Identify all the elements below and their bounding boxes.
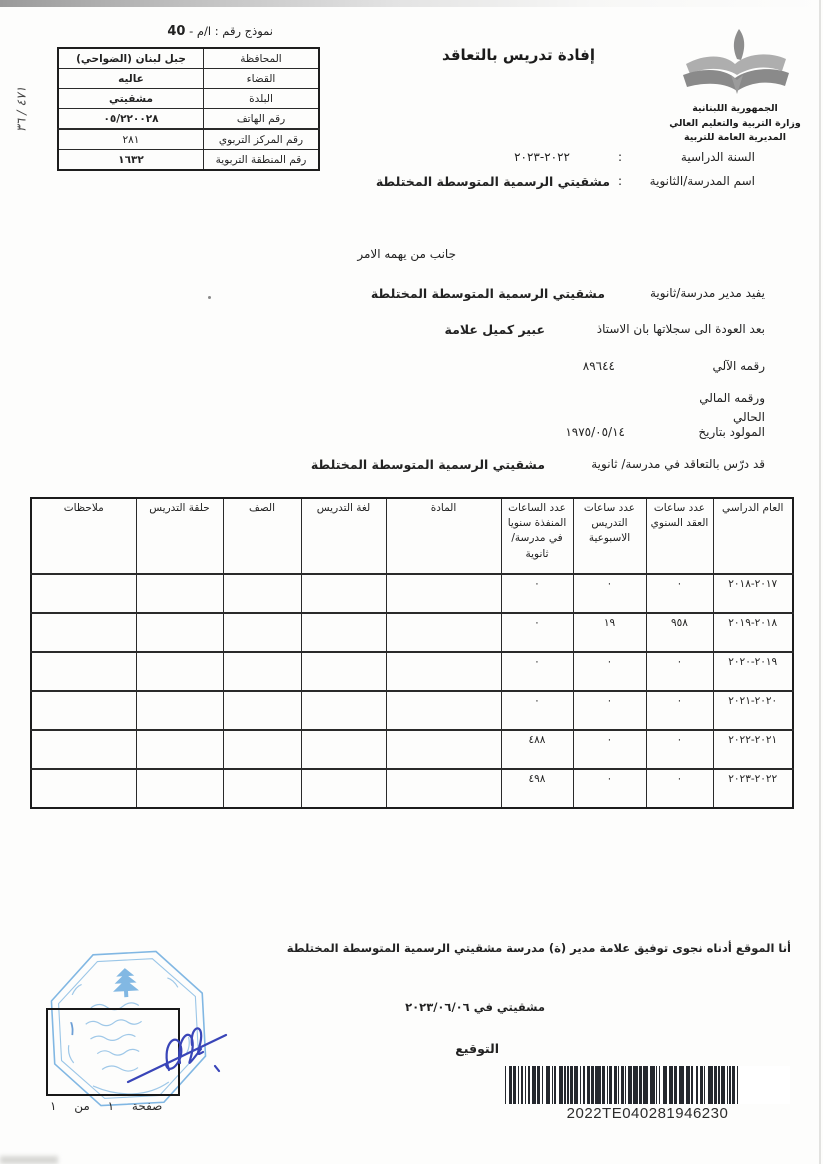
- cell: [31, 730, 136, 769]
- certificate-label: بعد العودة الى سجلاتها بان الاستاذ: [596, 322, 765, 336]
- info-table-row: [58, 129, 319, 150]
- meta-row: [30, 150, 755, 174]
- cell: ٠: [646, 769, 713, 808]
- cell: [223, 730, 301, 769]
- cell: [223, 652, 301, 691]
- ministry-line-republic: الجمهورية اللبنانية: [692, 103, 778, 114]
- cell: ٢٠٢٠-٢٠٢١: [713, 691, 793, 730]
- table-row: [31, 691, 793, 730]
- ministry-line-directorate: المديرية العامة للتربية: [684, 132, 786, 144]
- hours-table-head: [31, 498, 793, 574]
- barcode: [505, 1066, 790, 1122]
- cell: [223, 574, 301, 613]
- cell: [386, 691, 501, 730]
- cell: [386, 652, 501, 691]
- open-book-logo-icon: [676, 28, 794, 100]
- page-number: صفحة ١ من ١: [50, 1099, 163, 1113]
- info-value: ١٦٣٢: [58, 150, 204, 171]
- meta-row: [30, 174, 755, 198]
- cell: ٠: [501, 613, 573, 652]
- header-row: [31, 498, 793, 574]
- certificate-value: مشقيتي الرسمية المتوسطة المختلطة: [370, 286, 605, 301]
- cell: ٠: [573, 769, 646, 808]
- cell: ٢٠٢٢-٢٠٢٣: [713, 769, 793, 808]
- column-header: عدد الساعات المنفذة سنويا في مدرسة/ثانوية: [501, 498, 573, 574]
- hours-table-body: [31, 574, 793, 808]
- cell: ٢٠١٧-٢٠١٨: [713, 574, 793, 613]
- info-value: ٢٨١: [58, 129, 204, 150]
- cell: [136, 691, 223, 730]
- cell: [386, 769, 501, 808]
- info-table-row: [58, 48, 319, 69]
- cell: [301, 613, 386, 652]
- cell: ٠: [646, 691, 713, 730]
- meta-label: اسم المدرسة/الثانوية: [649, 174, 755, 188]
- cell: ٠: [501, 691, 573, 730]
- cell: [136, 652, 223, 691]
- info-value: جبل لبنان (الضواحي): [58, 48, 204, 69]
- scan-artifact-bottom-left: [0, 1156, 58, 1164]
- certificate-value: ٨٩٦٤٤: [582, 359, 615, 373]
- cell: ٠: [646, 574, 713, 613]
- cell: [136, 613, 223, 652]
- certificate-label: ورقمه المالي الحالي: [699, 391, 765, 425]
- column-header: حلقة التدريس: [136, 498, 223, 574]
- undersigned-statement: أنا الموقع أدناه نجوى توفيق علامة مدير (ة) مدرسة مشقيتي الرسمية المتوسطة المختلطة: [286, 941, 791, 955]
- column-header: ملاحظات: [31, 498, 136, 574]
- info-label: القضاء: [204, 69, 320, 89]
- certificate-label: قد درّس بالتعاقد في مدرسة/ ثانوية: [591, 457, 765, 471]
- cell: ٠: [573, 574, 646, 613]
- meta-separator: :: [617, 174, 622, 188]
- document-title: إفادة تدريس بالتعاقد: [442, 46, 595, 64]
- certificate-lines: [30, 286, 765, 496]
- scan-artifact-right: [819, 0, 821, 1164]
- cell: [301, 769, 386, 808]
- salutation-line: جانب من يهمه الامر: [357, 247, 456, 261]
- cell: [223, 769, 301, 808]
- cell: ٠: [573, 652, 646, 691]
- info-label: رقم الهاتف: [204, 109, 320, 130]
- certificate-label: المولود بتاريخ: [698, 425, 765, 439]
- place-and-date: مشقيتي في ٢٠٢٣/٠٦/٠٦: [405, 1000, 545, 1014]
- cell: ١٩: [573, 613, 646, 652]
- meta-label: السنة الدراسية: [680, 150, 755, 164]
- handwritten-side-note: ٤٧١ / ٣٦: [13, 86, 29, 133]
- column-header: عدد ساعات التدريس الاسبوعية: [573, 498, 646, 574]
- cell: [31, 652, 136, 691]
- cell: ٠: [573, 730, 646, 769]
- cell: ٠: [501, 574, 573, 613]
- column-header: العام الدراسي: [713, 498, 793, 574]
- cell: [386, 613, 501, 652]
- cell: [223, 613, 301, 652]
- barcode-gap: [738, 1066, 739, 1104]
- barcode-value: 2022TE040281946230: [566, 1105, 729, 1122]
- info-value: عاليه: [58, 69, 204, 89]
- cell: ٩٥٨: [646, 613, 713, 652]
- cell: [31, 613, 136, 652]
- handwritten-mark: ١: [65, 1015, 79, 1041]
- certificate-value: ١٩٧٥/٠٥/١٤: [565, 425, 625, 439]
- table-row: [31, 613, 793, 652]
- info-table-row: [58, 109, 319, 130]
- cell: [31, 691, 136, 730]
- cell: [136, 769, 223, 808]
- cell: [301, 574, 386, 613]
- cell: ٢٠١٩-٢٠٢٠: [713, 652, 793, 691]
- cell: [136, 730, 223, 769]
- barcode-bars: [505, 1066, 790, 1104]
- meta-separator: :: [617, 150, 622, 164]
- table-row: [31, 769, 793, 808]
- cell: ٠: [501, 652, 573, 691]
- cell: [386, 574, 501, 613]
- certificate-value: عبير كميل علامة: [444, 322, 545, 337]
- cell: [301, 652, 386, 691]
- cell: [301, 730, 386, 769]
- table-row: [31, 730, 793, 769]
- cell: ٠: [573, 691, 646, 730]
- cell: [223, 691, 301, 730]
- scan-artifact-top: [0, 0, 823, 7]
- cell: [31, 769, 136, 808]
- certificate-label: يفيد مدير مدرسة/ثانوية: [649, 286, 765, 300]
- ministry-text: [660, 102, 810, 146]
- info-label: المحافظة: [204, 48, 320, 69]
- cell: ٤٩٨: [501, 769, 573, 808]
- cedar-tree-icon: [112, 967, 139, 997]
- signature-label: التوقيع: [455, 1041, 499, 1056]
- info-label: رقم المنطقة التربوية: [204, 150, 320, 171]
- column-header: لغة التدريس: [301, 498, 386, 574]
- info-table-row: [58, 89, 319, 109]
- cell: [136, 574, 223, 613]
- cell: ٤٨٨: [501, 730, 573, 769]
- meta-rows: [30, 150, 755, 198]
- info-label: البلدة: [204, 89, 320, 109]
- cell: [31, 574, 136, 613]
- info-value: مشقيتي: [58, 89, 204, 109]
- teaching-hours-table: [30, 497, 794, 809]
- table-row: [31, 652, 793, 691]
- meta-value: ٢٠٢٢-٢٠٢٣: [514, 150, 570, 164]
- meta-value: مشقيتي الرسمية المتوسطة المختلطة: [375, 174, 610, 189]
- ministry-logo-block: [660, 28, 810, 146]
- info-value: ٠٥/٢٢٠٠٢٨: [58, 109, 204, 130]
- table-row: [31, 574, 793, 613]
- cell: ٢٠٢١-٢٠٢٢: [713, 730, 793, 769]
- cell: ٢٠١٨-٢٠١٩: [713, 613, 793, 652]
- ministry-line-ministry: وزارة التربية والتعليم العالي: [669, 117, 801, 129]
- form-number-value: 40: [167, 24, 186, 39]
- certificate-label: رقمه الآلي: [712, 359, 765, 373]
- column-header: الصف: [223, 498, 301, 574]
- form-number: [167, 24, 273, 39]
- certificate-value: مشقيتي الرسمية المتوسطة المختلطة: [310, 457, 545, 472]
- cell: [301, 691, 386, 730]
- signature-ink: [122, 1014, 234, 1094]
- column-header: المادة: [386, 498, 501, 574]
- cell: ٠: [646, 730, 713, 769]
- column-header: عدد ساعات العقد السنوي: [646, 498, 713, 574]
- info-table-row: [58, 69, 319, 89]
- cell: [386, 730, 501, 769]
- cell: ٠: [646, 652, 713, 691]
- form-number-prefix: نموذج رقم : ا/م -: [189, 24, 273, 38]
- info-label: رقم المركز التربوي: [204, 129, 320, 150]
